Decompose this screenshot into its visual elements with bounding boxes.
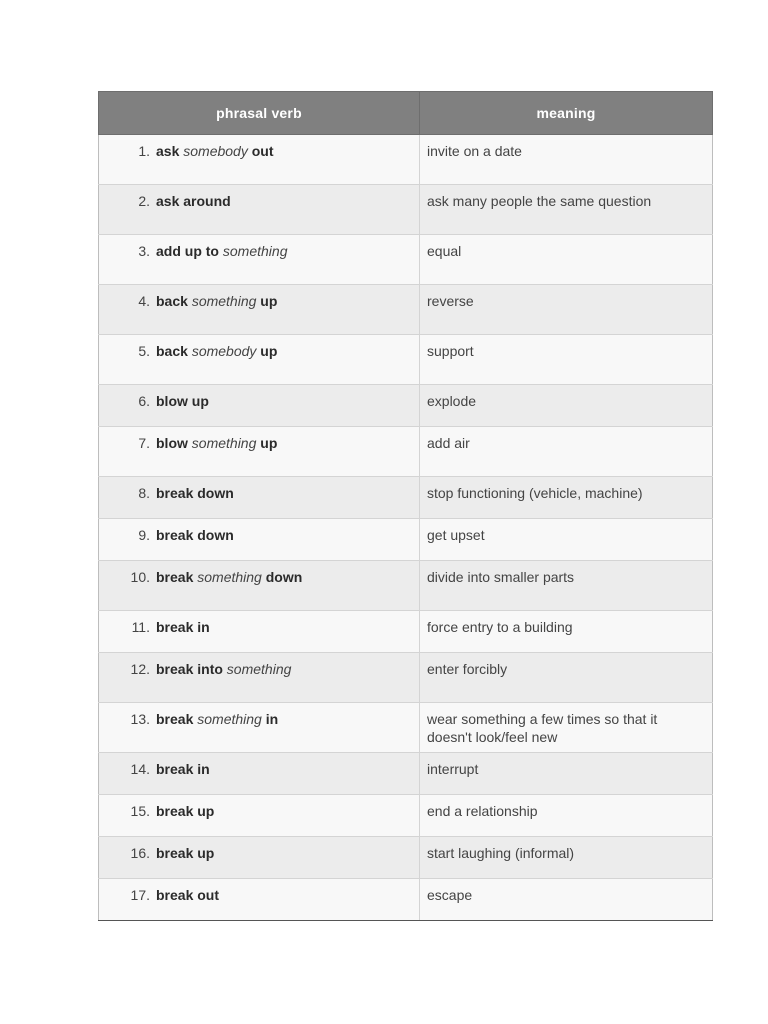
phrasal-verb-text [156,845,214,861]
phrasal-verb-cell [99,285,420,335]
phrasal-verb-cell [99,653,420,703]
verb-keyword: break out [156,887,220,903]
verb-keyword: up [260,435,278,451]
verb-keyword: blow [156,435,188,451]
row-number: 11. [131,619,150,635]
table-body [99,135,713,921]
table-row [99,837,713,879]
verb-keyword: blow up [156,393,209,409]
phrasal-verb-cell [99,753,420,795]
verb-object-placeholder: somebody [183,143,248,159]
phrasal-verb-cell [99,477,420,519]
meaning-cell: add air [420,427,713,477]
row-number: 13. [130,711,150,727]
meaning-cell: reverse [420,285,713,335]
verb-keyword: break [156,569,194,585]
row-number: 5. [138,343,150,359]
verb-object-placeholder: something [191,435,257,451]
row-number: 6. [138,393,150,409]
meaning-cell: start laughing (informal) [420,837,713,879]
table-row [99,611,713,653]
verb-object-placeholder: somebody [191,343,257,359]
phrasal-verb-cell [99,561,420,611]
phrasal-verb-cell [99,427,420,477]
verb-object-placeholder: something [222,243,288,259]
row-number: 2. [138,193,150,209]
meaning-cell: support [420,335,713,385]
phrasal-verb-text [156,761,210,777]
phrasal-verb-text [156,803,214,819]
verb-object-placeholder: something [226,661,292,677]
row-number: 16. [130,845,150,861]
phrasal-verb-text [156,887,219,903]
verb-keyword: up [260,343,278,359]
verb-keyword: ask around [156,193,231,209]
table-row [99,185,713,235]
table-row [99,653,713,703]
meaning-cell: wear something a few times so that it doesn't look/feel new [420,703,713,753]
phrasal-verb-text [156,435,277,451]
table-row [99,385,713,427]
verb-keyword: down [265,569,303,585]
verb-keyword: break [156,711,194,727]
table-row [99,703,713,753]
meaning-cell: explode [420,385,713,427]
verb-keyword: break in [156,619,210,635]
phrasal-verb-text [156,619,210,635]
table-row [99,561,713,611]
row-number: 8. [138,485,150,501]
table-row [99,427,713,477]
meaning-cell: escape [420,879,713,921]
row-number: 4. [138,293,150,309]
phrasal-verb-text [156,527,234,543]
table-row [99,879,713,921]
row-number: 10. [130,569,150,585]
row-number: 7. [138,435,150,451]
table-row [99,135,713,185]
verb-keyword: break up [156,845,215,861]
table-header [99,92,713,135]
phrasal-verb-cell [99,135,420,185]
phrasal-verb-cell [99,611,420,653]
phrasal-verbs-table [98,91,713,921]
table-row [99,335,713,385]
verb-object-placeholder: something [197,569,262,585]
verb-keyword: break into [156,661,223,677]
verb-keyword: break up [156,803,215,819]
phrasal-verb-text [156,393,209,409]
verb-keyword: back [156,343,188,359]
verb-keyword: up [260,293,278,309]
verb-object-placeholder: something [197,711,262,727]
phrasal-verb-cell [99,235,420,285]
phrasal-verb-text [156,243,287,259]
phrasal-verb-text [156,193,231,209]
row-number: 15. [130,803,150,819]
phrasal-verb-text [156,293,277,309]
header-row [99,92,713,135]
phrasal-verbs-table-wrap [98,91,712,921]
verb-keyword: in [265,711,279,727]
verb-keyword: break in [156,761,210,777]
phrasal-verb-cell [99,185,420,235]
meaning-cell: stop functioning (vehicle, machine) [420,477,713,519]
phrasal-verb-text [156,143,274,159]
phrasal-verb-cell [99,837,420,879]
phrasal-verb-text [156,569,302,585]
phrasal-verb-cell [99,385,420,427]
header-meaning: meaning [420,92,713,135]
meaning-cell: equal [420,235,713,285]
phrasal-verb-cell [99,335,420,385]
meaning-cell: divide into smaller parts [420,561,713,611]
phrasal-verb-text [156,711,278,727]
table-row [99,235,713,285]
table-row [99,519,713,561]
phrasal-verb-cell [99,879,420,921]
row-number: 9. [138,527,150,543]
verb-keyword: add up to [156,243,219,259]
verb-keyword: break down [156,485,234,501]
row-number: 1. [138,143,150,159]
row-number: 3. [138,243,150,259]
phrasal-verb-text [156,661,291,677]
meaning-cell: get upset [420,519,713,561]
row-number: 14. [130,761,150,777]
verb-keyword: break down [156,527,234,543]
meaning-cell: end a relationship [420,795,713,837]
verb-keyword: ask [156,143,180,159]
phrasal-verb-text [156,343,277,359]
table-row [99,753,713,795]
verb-keyword: out [251,143,274,159]
meaning-cell: ask many people the same question [420,185,713,235]
phrasal-verb-text [156,485,234,501]
meaning-cell: invite on a date [420,135,713,185]
meaning-cell: enter forcibly [420,653,713,703]
verb-object-placeholder: something [191,293,257,309]
table-row [99,795,713,837]
verb-keyword: back [156,293,188,309]
meaning-cell: force entry to a building [420,611,713,653]
row-number: 12. [130,661,150,677]
phrasal-verb-cell [99,795,420,837]
table-row [99,477,713,519]
phrasal-verb-cell [99,519,420,561]
table-row [99,285,713,335]
header-phrasal-verb: phrasal verb [99,92,420,135]
meaning-cell: interrupt [420,753,713,795]
phrasal-verb-cell [99,703,420,753]
row-number: 17. [130,887,150,903]
